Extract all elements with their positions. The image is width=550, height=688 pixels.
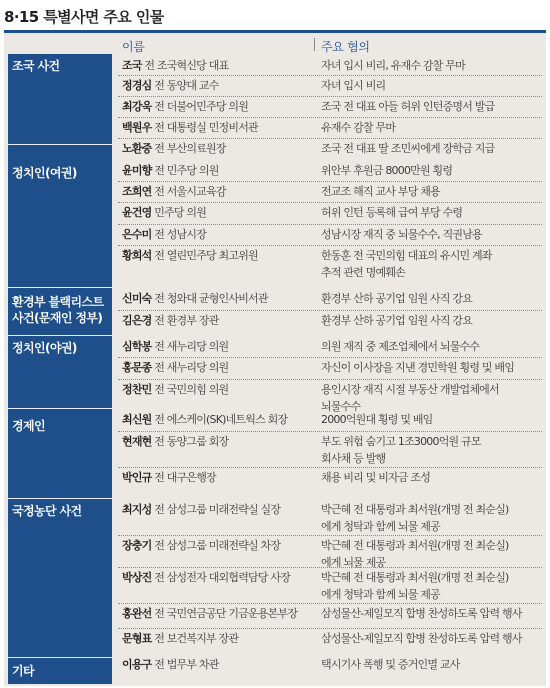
person-position: 전 법무부 차관 — [154, 658, 219, 671]
person-cell — [122, 411, 287, 428]
person-position: 전 새누리당 의원 — [154, 361, 229, 374]
row-divider — [118, 357, 542, 358]
charge-text: 허위 인턴 등록해 급여 부당 수령 — [321, 206, 463, 219]
person-row — [118, 469, 542, 501]
person-position: 전 민주당 의원 — [154, 164, 219, 177]
row-divider — [118, 467, 542, 468]
person-cell — [122, 359, 228, 376]
person-row — [118, 119, 542, 140]
charge-text: 박근혜 전 대통령과 최서원(개명 전 최순실) 에게 뇌물 제공 — [321, 539, 509, 569]
person-name: 문형표 — [122, 632, 152, 645]
category-divider — [8, 657, 112, 658]
person-position: 전 국민연금공단 기금운용본부장 — [154, 607, 298, 620]
person-name: 노환중 — [122, 142, 152, 155]
person-cell — [122, 247, 258, 264]
charge-text: 자녀 입시 비리 — [321, 79, 386, 92]
row-divider — [118, 224, 542, 225]
row-divider — [118, 181, 542, 182]
row-divider — [118, 310, 542, 311]
person-row — [118, 290, 542, 312]
person-cell — [122, 162, 219, 179]
person-position: 전 동양대 교수 — [154, 79, 219, 92]
charge-text: 2000억원대 횡령 및 배임 — [321, 413, 433, 426]
person-position: 전 조국혁신당 대표 — [144, 59, 229, 72]
person-row — [118, 381, 542, 413]
category-label — [12, 294, 104, 326]
category-label-line: 사건(문재인 정부) — [12, 311, 103, 325]
category-divider — [8, 144, 112, 145]
charge-text: 박근혜 전 대통령과 최서원(개명 전 최순실) 에게 청탁과 함께 뇌물 제공 — [321, 503, 509, 533]
person-name: 신미숙 — [122, 292, 152, 305]
person-name: 윤미향 — [122, 164, 152, 177]
person-name: 정경심 — [122, 79, 152, 92]
category-label: 정치인(여권) — [12, 166, 77, 180]
person-name: 윤건영 — [122, 206, 152, 219]
charge-text: 유재수 감찰 무마 — [321, 121, 396, 134]
person-cell — [122, 290, 268, 307]
person-position: 전 대통령실 민정비서관 — [154, 121, 258, 134]
column-header-charge: 주요 혐의 — [321, 40, 370, 54]
row-divider — [118, 628, 542, 629]
category-label: 조국 사건 — [12, 59, 60, 73]
row-divider — [118, 535, 542, 536]
person-cell — [122, 77, 219, 94]
person-cell — [122, 57, 228, 74]
person-cell — [122, 469, 216, 486]
person-row — [118, 656, 542, 686]
person-cell — [122, 312, 219, 329]
person-position: 전 새누리당 의원 — [154, 340, 229, 353]
row-divider — [118, 567, 542, 568]
person-name: 최신원 — [122, 413, 152, 426]
charge-text: 삼성물산-제일모직 합병 찬성하도록 압력 행사 — [321, 607, 522, 620]
row-divider — [118, 431, 542, 432]
person-row — [118, 433, 542, 469]
category-label: 기타 — [12, 664, 34, 678]
row-divider — [118, 75, 542, 76]
person-position: 전 동양그룹 회장 — [154, 435, 229, 448]
person-position: 전 에스케이(SK)네트웍스 회장 — [154, 413, 288, 426]
person-position: 민주당 의원 — [154, 206, 207, 219]
person-cell — [122, 569, 290, 586]
charge-text: 조국 전 대표 딸 조민씨에게 장학금 지급 — [321, 142, 495, 155]
person-position: 전 국민의힘 의원 — [154, 383, 229, 396]
category-sidebar — [8, 54, 112, 684]
charge-text: 부도 위험 숨기고 1조3000억원 규모 회사채 등 발행 — [321, 435, 481, 465]
person-position: 전 삼성그룹 미래전략실 차장 — [154, 539, 281, 552]
category-divider — [8, 408, 112, 409]
person-row — [118, 98, 542, 119]
person-cell — [122, 630, 238, 647]
category-label: 국정농단 사건 — [12, 504, 82, 518]
person-row — [118, 630, 542, 656]
row-divider — [118, 245, 542, 246]
page-title: 8·15 특별사면 주요 인물 — [4, 8, 164, 26]
person-position: 전 열린민주당 최고위원 — [154, 249, 258, 262]
person-name: 백원우 — [122, 121, 152, 134]
category-label: 정치인(야권) — [12, 341, 77, 355]
person-row — [118, 338, 542, 359]
person-row — [118, 140, 542, 162]
person-row — [118, 359, 542, 381]
person-row — [118, 183, 542, 204]
charge-text: 조국 전 대표 아들 허위 인턴증명서 발급 — [321, 100, 495, 113]
person-cell — [122, 183, 226, 200]
person-row — [118, 247, 542, 289]
person-row — [118, 226, 542, 247]
person-cell — [122, 501, 280, 518]
person-position: 전 더불어민주당 의원 — [154, 100, 249, 113]
person-name: 최지성 — [122, 503, 152, 516]
person-name: 최강욱 — [122, 100, 152, 113]
person-row — [118, 537, 542, 569]
charge-text: 의원 재직 중 제조업체에서 뇌물수수 — [321, 340, 480, 353]
charge-text: 자녀 입시 비리, 유재수 감찰 무마 — [321, 59, 465, 72]
person-name: 박인규 — [122, 471, 152, 484]
person-cell — [122, 140, 226, 157]
person-name: 심학봉 — [122, 340, 152, 353]
row-divider — [118, 117, 542, 118]
charge-text: 환경부 산하 공기업 임원 사직 강요 — [321, 314, 473, 327]
person-position: 전 성남시장 — [154, 228, 207, 241]
person-position: 전 청와대 균형인사비서관 — [154, 292, 268, 305]
charge-text: 박근혜 전 대통령과 최서원(개명 전 최순실) 에게 청탁과 함께 뇌물 제공 — [321, 571, 509, 601]
person-row — [118, 411, 542, 433]
charge-text: 전교조 해직 교사 부당 채용 — [321, 185, 440, 198]
charge-text: 한동훈 전 국민의힘 대표의 유시민 계좌 추적 관련 명예훼손 — [321, 249, 492, 279]
charge-text: 환경부 산하 공기업 임원 사직 강요 — [321, 292, 473, 305]
person-cell — [122, 204, 206, 221]
person-row — [118, 605, 542, 630]
person-cell — [122, 605, 297, 622]
row-divider — [118, 96, 542, 97]
row-divider — [118, 138, 542, 139]
person-row — [118, 569, 542, 605]
person-cell — [122, 338, 228, 355]
person-row — [118, 501, 542, 537]
column-header-divider — [314, 38, 315, 51]
category-label: 경제인 — [12, 419, 45, 433]
person-name: 조희연 — [122, 185, 152, 198]
person-position: 전 보건복지부 장관 — [154, 632, 239, 645]
person-name: 은수미 — [122, 228, 152, 241]
person-name: 현재현 — [122, 435, 152, 448]
charge-text: 위안부 후원금 8000만원 횡령 — [321, 164, 453, 177]
person-name: 이용구 — [122, 658, 152, 671]
person-cell — [122, 381, 228, 398]
person-position: 전 삼성전자 대외협력담당 사장 — [154, 571, 291, 584]
charge-text: 택시기사 폭행 및 증거인멸 교사 — [321, 658, 460, 671]
charge-text: 채용 비리 및 비자금 조성 — [321, 471, 431, 484]
charge-text: 용인시장 재직 시절 부동산 개발업체에서 뇌물수수 — [321, 383, 499, 413]
person-name: 정찬민 — [122, 383, 152, 396]
person-row — [118, 57, 542, 77]
person-name: 김은경 — [122, 314, 152, 327]
person-name: 박상진 — [122, 571, 152, 584]
table-top-rule — [4, 30, 546, 33]
person-name: 홍문종 — [122, 361, 152, 374]
person-cell — [122, 119, 258, 136]
row-divider — [118, 379, 542, 380]
person-cell — [122, 98, 248, 115]
person-name: 조국 — [122, 59, 142, 72]
category-divider — [8, 498, 112, 499]
person-name: 홍완선 — [122, 607, 152, 620]
person-cell — [122, 226, 206, 243]
person-row — [118, 204, 542, 226]
row-divider — [118, 202, 542, 203]
person-name: 황희석 — [122, 249, 152, 262]
person-position: 전 부산의료원장 — [154, 142, 226, 155]
charge-text: 자신이 이사장을 지낸 경민학원 횡령 및 배임 — [321, 361, 515, 374]
person-position: 전 서울시교육감 — [154, 185, 226, 198]
person-position: 전 대구은행장 — [154, 471, 216, 484]
category-label-line: 환경부 블랙리스트 — [12, 295, 104, 309]
category-divider — [8, 287, 112, 288]
person-position: 전 삼성그룹 미래전략실 실장 — [154, 503, 281, 516]
person-cell — [122, 537, 280, 554]
category-divider — [8, 335, 112, 336]
person-row — [118, 312, 542, 337]
person-position: 전 환경부 장관 — [154, 314, 219, 327]
person-row — [118, 162, 542, 183]
row-divider — [118, 603, 542, 604]
person-name: 장충기 — [122, 539, 152, 552]
person-row — [118, 77, 542, 98]
column-header-name: 이름 — [122, 40, 145, 54]
person-cell — [122, 433, 228, 450]
charge-text: 삼성물산-제일모직 합병 찬성하도록 압력 행사 — [321, 632, 522, 645]
person-cell — [122, 656, 219, 673]
pardon-table — [4, 30, 546, 686]
charge-text: 성남시장 재직 중 뇌물수수, 직권남용 — [321, 228, 482, 241]
